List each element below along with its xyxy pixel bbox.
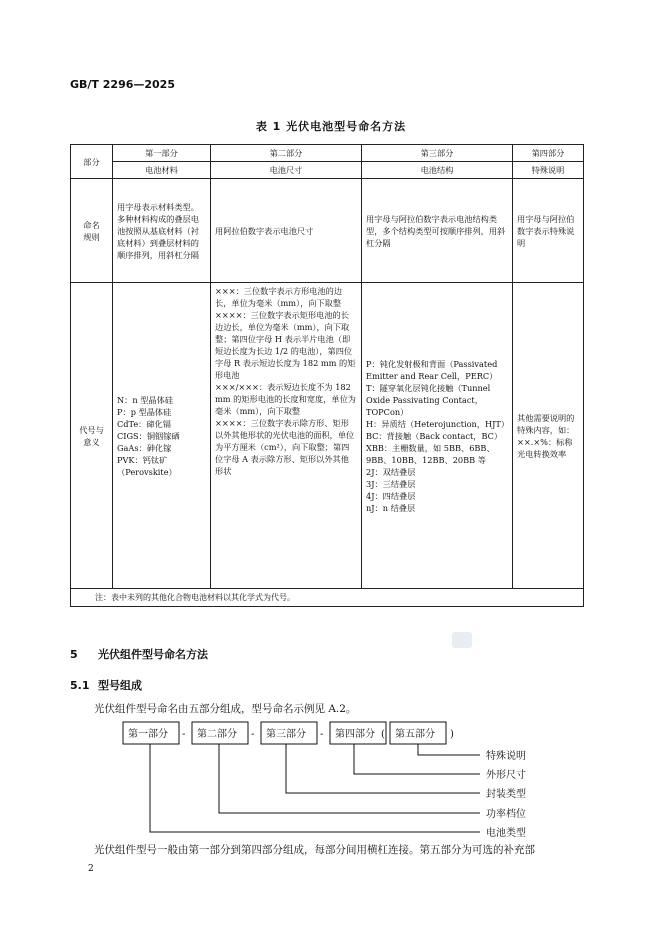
part-2-header: 第二部分: [211, 145, 362, 162]
paragraph-body: 光伏组件型号一般由第一部分到第四部分组成，每部分间用横杠连接。第五部分为可选的补充部: [94, 844, 535, 856]
material-code: （Perovskite）: [117, 466, 177, 477]
label-cell-type: 电池类型: [486, 828, 526, 839]
structure-code: nJ：n 结叠层: [366, 502, 416, 513]
section-title: 型号组成: [98, 679, 142, 692]
label-power: 功率档位: [486, 809, 526, 820]
part-4-subject: 特殊说明: [513, 162, 584, 179]
structure-code: 2J：双结叠层: [366, 466, 416, 477]
part-1-subject: 电池材料: [113, 162, 211, 179]
section-number: 5: [70, 648, 78, 661]
connector-part-2: [219, 744, 480, 813]
structure-code: 4J：四结叠层: [366, 490, 416, 501]
material-code: CdTe：碲化镉: [117, 418, 171, 429]
box-part-2: [192, 722, 248, 744]
code-part-1: [113, 283, 211, 589]
code-part-2: [211, 283, 362, 589]
connector-part-1: [150, 744, 480, 832]
box-label: 第三部分: [266, 729, 306, 740]
part-3-subject: 电池结构: [362, 162, 513, 179]
structure-code: 3J：三结叠层: [366, 478, 416, 489]
structure-code: XBB：主栅数量，如 5BB、6BB、9BB、10BB、12BB、20BB 等: [366, 442, 495, 465]
part-4-header: 第四部分: [513, 145, 584, 162]
section-number: 5.1: [70, 679, 90, 692]
part-1-header: 第一部分: [113, 145, 211, 162]
label-special: 特殊说明: [486, 751, 526, 762]
code-label: 代号与 意义: [71, 283, 113, 589]
structure-code: P：钝化发射极和背面（Passivated Emitter and Rear Cell，PERC）: [366, 358, 498, 381]
size-code: ××××：三位数字表示除方形、矩形以外其他形状的光伏电池的面积，单位为平方厘米（cm²），向下取整；第四位字母 A 表示除方形、矩形以外其他形状: [215, 418, 355, 476]
row-header-part: 部分: [71, 145, 113, 179]
rule-part-4: 用字母与阿拉伯数字表示特殊说明: [513, 179, 584, 283]
rule-part-2: 用阿拉伯数字表示电池尺寸: [211, 179, 362, 283]
connector-part-3: [286, 744, 480, 793]
section-5-heading: [70, 646, 208, 662]
connector-part-5: [418, 744, 480, 755]
material-code: CIGS：铜铟镓硒: [117, 430, 180, 441]
box-part-5: [390, 722, 446, 744]
material-code: N：n 型晶体硅: [117, 394, 173, 405]
standard-code: GB/T 2296—2025: [70, 78, 175, 91]
paragraph-intro: 光伏组件型号命名由五部分组成，型号命名示例见 A.2。: [94, 703, 357, 715]
box-label: 第五部分: [395, 729, 435, 740]
material-code: PVK：钙钛矿: [117, 454, 168, 465]
page-number: 2: [88, 864, 94, 874]
box-label: 第四部分: [335, 729, 375, 740]
section-5-1-heading: [70, 677, 142, 693]
box-part-1: [123, 722, 179, 744]
part-3-header: 第三部分: [362, 145, 513, 162]
rule-part-1: 用字母表示材料类型。多种材料构成的叠层电池按照从基底材料（衬底材料）到叠层材料的顺序排列，用斜杠分隔: [113, 179, 211, 283]
box-part-3: [261, 722, 317, 744]
connector-part-4: [354, 744, 480, 774]
structure-code: H：异质结（Heterojunction，HJT）: [366, 418, 510, 429]
code-part-3: [362, 283, 513, 589]
part-2-subject: 电池尺寸: [211, 162, 362, 179]
size-code: ×××/×××：表示短边长度不为 182 mm 的矩形电池的长度和宽度，单位为毫米（mm），向下取整: [215, 382, 356, 416]
material-code: P：p 型晶体硅: [117, 406, 172, 417]
table-title: 表 1 光伏电池型号命名方法: [255, 120, 407, 133]
table-note: 注：表中未列的其他化合物电池材料以其化学式为代号。: [71, 589, 584, 607]
watermark-badge: [452, 632, 472, 648]
structure-code: BC：背接触（Back contact，BC）: [366, 430, 503, 441]
close-paren: ): [450, 729, 454, 740]
open-paren: (: [381, 729, 385, 740]
size-code: ××××：三位数字表示矩形电池的长边边长，单位为毫米（mm），向下取整；第四位字母 H 表示半片电池（即短边长度为长边 1/2 的电池），第四位字母 R 表示短边长度为 182 mm 的矩形电池: [215, 310, 356, 380]
rule-label: 命名 规则: [71, 179, 113, 283]
dash-separator: -: [251, 729, 255, 740]
naming-table: [70, 144, 584, 607]
box-label: 第一部分: [128, 729, 168, 740]
section-title: 光伏组件型号命名方法: [98, 648, 208, 661]
code-part-4: 其他需要说明的特殊内容，如：××.×%：标称光电转换效率: [513, 283, 584, 589]
label-size: 外形尺寸: [486, 770, 526, 781]
dash-separator: -: [320, 729, 324, 740]
rule-part-3: 用字母与阿拉伯数字表示电池结构类型，多个结构类型可按顺序排列，用斜杠分隔: [362, 179, 513, 283]
material-code: GaAs：砷化镓: [117, 442, 172, 453]
structure-code: T：隧穿氧化层钝化接触（Tunnel Oxide Passivating Contact，TOPCon）: [366, 382, 491, 417]
box-label: 第二部分: [197, 729, 237, 740]
box-part-4: [330, 722, 386, 744]
label-package: 封装类型: [486, 789, 526, 800]
size-code: ×××：三位数字表示方形电池的边长，单位为毫米（mm），向下取整: [215, 286, 343, 308]
dash-separator: -: [182, 729, 186, 740]
